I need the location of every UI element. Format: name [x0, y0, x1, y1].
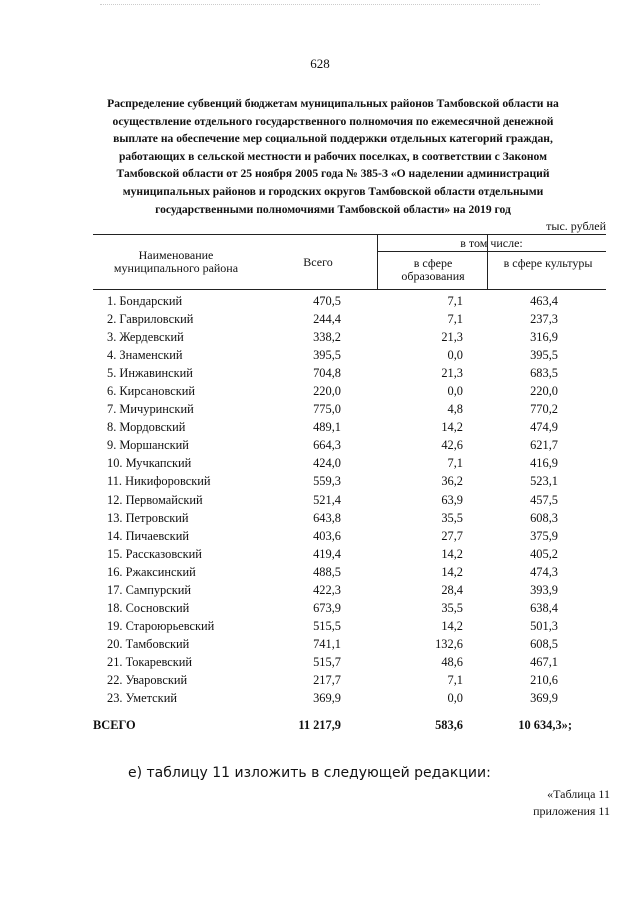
total-row — [93, 716, 606, 734]
district-culture: 316,9 — [530, 330, 558, 345]
district-total: 217,7 — [313, 672, 341, 687]
district-culture: 393,9 — [530, 582, 558, 597]
district-culture: 375,9 — [530, 528, 558, 543]
district-culture: 608,5 — [530, 636, 558, 651]
district-total: 489,1 — [313, 420, 341, 435]
table-body — [93, 292, 606, 707]
district-culture: 467,1 — [530, 654, 558, 669]
total-label: ВСЕГО — [93, 718, 136, 732]
district-name: 19. Староюрьевский — [107, 618, 215, 633]
district-name: 12. Первомайский — [107, 492, 203, 507]
district-education: 36,2 — [441, 474, 463, 489]
district-total: 521,4 — [313, 492, 341, 507]
district-total: 395,5 — [313, 348, 341, 363]
district-education: 7,1 — [447, 672, 463, 687]
district-name: 1. Бондарский — [107, 294, 183, 308]
district-education: 14,2 — [441, 546, 463, 561]
district-education: 4,8 — [447, 402, 463, 417]
district-name: 3. Жердевский — [107, 330, 184, 345]
district-education: 28,4 — [441, 582, 463, 597]
table-row — [93, 472, 606, 490]
district-name: 13. Петровский — [107, 510, 189, 525]
district-education: 27,7 — [441, 528, 463, 543]
district-education: 14,2 — [441, 420, 463, 435]
district-name: 15. Рассказовский — [107, 546, 202, 561]
district-education: 0,0 — [447, 384, 463, 399]
district-culture: 608,3 — [530, 510, 558, 525]
table-row — [93, 599, 606, 617]
district-education: 48,6 — [441, 654, 463, 669]
district-name: 6. Кирсановский — [107, 384, 196, 399]
table-row — [93, 581, 606, 599]
district-total: 244,4 — [313, 312, 341, 327]
district-total: 559,3 — [313, 474, 341, 489]
document-title: Распределение субвенций бюджетам муниципальных районов Тамбовской области на осуществление отдельного государственного полномочия по ежемесячной денежной выплате на обеспечение мер социальной поддержки отдельных категорий граждан, работающих в сельской местности и рабочих поселках, в соответствии с Законом Тамбовской области от 25 ноября 2005 года № 385-З «О наделении администраций муниципальных районов и городских округов Тамбовской области отдельными государственными полномочиями Тамбовской области» на 2019 год — [107, 97, 559, 216]
district-name: 23. Уметский — [107, 691, 177, 706]
district-education: 132,6 — [435, 636, 463, 651]
table-row — [93, 364, 606, 382]
district-culture: 395,5 — [530, 348, 558, 363]
district-culture: 457,5 — [530, 492, 558, 507]
table-reference — [533, 786, 610, 820]
district-name: 21. Токаревский — [107, 654, 193, 669]
district-total: 338,2 — [313, 330, 341, 345]
district-total: 220,0 — [313, 384, 341, 399]
district-culture: 416,9 — [530, 456, 558, 471]
table-row — [93, 563, 606, 581]
district-culture: 405,2 — [530, 546, 558, 561]
district-education: 21,3 — [441, 366, 463, 381]
district-total: 422,3 — [313, 582, 341, 597]
total-culture: 10 634,3»; — [518, 718, 572, 732]
scan-artifact-line — [100, 4, 540, 5]
district-total: 643,8 — [313, 510, 341, 525]
table-row — [93, 635, 606, 653]
district-culture: 474,3 — [530, 564, 558, 579]
district-name: 10. Мучкапский — [107, 456, 192, 471]
table-row — [93, 545, 606, 563]
table-header — [93, 234, 606, 290]
table-row — [93, 454, 606, 472]
district-culture: 638,4 — [530, 600, 558, 615]
table-row — [93, 689, 606, 707]
total-education: 583,6 — [435, 718, 463, 732]
amendment-paragraph: е) таблицу 11 изложить в следующей редакции: — [128, 765, 491, 781]
district-culture: 474,9 — [530, 420, 558, 435]
header-total: Всего — [303, 255, 333, 269]
district-name: 14. Пичаевский — [107, 528, 189, 543]
district-total: 419,4 — [313, 546, 341, 561]
district-education: 7,1 — [447, 312, 463, 327]
district-education: 63,9 — [441, 492, 463, 507]
district-education: 35,5 — [441, 510, 463, 525]
district-name: 7. Мичуринский — [107, 402, 194, 417]
table-row — [93, 292, 606, 310]
header-subdivider — [377, 251, 606, 252]
district-culture: 463,4 — [530, 294, 558, 308]
district-total: 470,5 — [313, 294, 341, 308]
district-total: 488,5 — [313, 564, 341, 579]
district-culture: 237,3 — [530, 312, 558, 327]
district-name: 22. Уваровский — [107, 672, 188, 687]
district-total: 673,9 — [313, 600, 341, 615]
district-education: 0,0 — [447, 691, 463, 706]
district-name: 11. Никифоровский — [107, 474, 211, 489]
table-row — [93, 328, 606, 346]
district-name: 9. Моршанский — [107, 438, 189, 453]
district-total: 515,7 — [313, 654, 341, 669]
district-name: 2. Гавриловский — [107, 312, 194, 327]
table-row — [93, 671, 606, 689]
district-culture: 501,3 — [530, 618, 558, 633]
district-culture: 210,6 — [530, 672, 558, 687]
table-row — [93, 653, 606, 671]
district-culture: 683,5 — [530, 366, 558, 381]
table-row — [93, 509, 606, 527]
district-total: 369,9 — [313, 691, 341, 706]
district-name: 8. Мордовский — [107, 420, 186, 435]
district-total: 664,3 — [313, 438, 341, 453]
table-row — [93, 418, 606, 436]
table-row — [93, 527, 606, 545]
table-row — [93, 346, 606, 364]
table-row — [93, 617, 606, 635]
district-name: 16. Ржаксинский — [107, 564, 196, 579]
district-total: 775,0 — [313, 402, 341, 417]
table-row — [93, 436, 606, 454]
district-total: 704,8 — [313, 366, 341, 381]
district-education: 14,2 — [441, 564, 463, 579]
district-culture: 220,0 — [530, 384, 558, 399]
table-row — [93, 310, 606, 328]
total-sum: 11 217,9 — [298, 718, 341, 732]
district-culture: 770,2 — [530, 402, 558, 417]
district-name: 18. Сосновский — [107, 600, 190, 615]
district-culture: 621,7 — [530, 438, 558, 453]
district-education: 7,1 — [447, 294, 463, 308]
district-total: 403,6 — [313, 528, 341, 543]
district-education: 0,0 — [447, 348, 463, 363]
header-including: в том числе: — [460, 236, 523, 250]
district-education: 7,1 — [447, 456, 463, 471]
district-total: 741,1 — [313, 636, 341, 651]
district-education: 14,2 — [441, 618, 463, 633]
district-education: 35,5 — [441, 600, 463, 615]
header-culture: в сфере культуры — [503, 256, 593, 270]
district-culture: 369,9 — [530, 691, 558, 706]
district-total: 424,0 — [313, 456, 341, 471]
district-education: 42,6 — [441, 438, 463, 453]
table-row — [93, 400, 606, 418]
table-reference-line1: «Таблица 11 — [547, 787, 610, 801]
district-total: 515,5 — [313, 618, 341, 633]
units-label: тыс. рублей — [546, 219, 606, 233]
district-name: 4. Знаменский — [107, 348, 183, 363]
district-name: 20. Тамбовский — [107, 636, 190, 651]
page-number: 628 — [310, 56, 330, 71]
district-name: 17. Сампурский — [107, 582, 191, 597]
district-culture: 523,1 — [530, 474, 558, 489]
table-row — [93, 491, 606, 509]
header-education: в сфере образования — [401, 256, 465, 283]
header-name: Наименование муниципального района — [113, 248, 239, 275]
table-row — [93, 382, 606, 400]
district-name: 5. Инжавинский — [107, 366, 193, 381]
district-education: 21,3 — [441, 330, 463, 345]
table-reference-line2: приложения 11 — [533, 804, 610, 818]
